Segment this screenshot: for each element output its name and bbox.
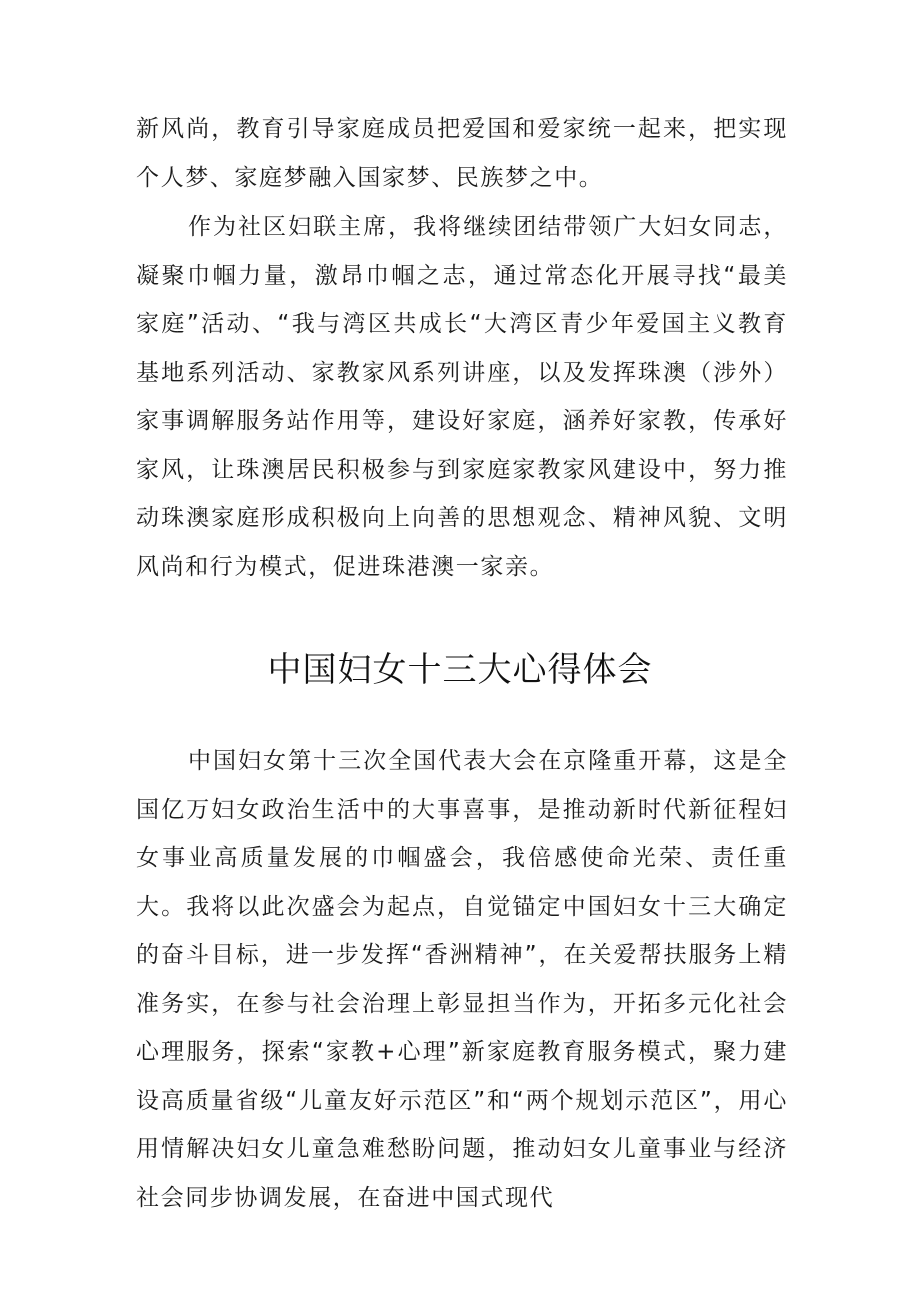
paragraph-congress-reflection: 中国妇女第十三次全国代表大会在京隆重开幕，这是全国亿万妇女政治生活中的大事喜事，是推动新时代新征程妇女事业高质量发展的巾帼盛会，我倍感使命光荣、责任重大。我将以此次盛会为起点，自觉锚定中国妇女十三大确定的奋斗目标，进一步发挥“香洲精神”，在关爱帮扶服务上精准务实，在参与社会治理上彰显担当作为，开拓多元化社会心理服务，探索“家教+心理”新家庭教育服务模式，聚力建设高质量省级“儿童友好示范区”和“两个规划示范区”，用心用情解决妇女儿童急难愁盼问题，推动妇女儿童事业与经济社会同步协调发展，在奋进中国式现代 [136,748,788,1211]
paragraph-continuation: 新风尚，教育引导家庭成员把爱国和爱家统一起来，把实现个人梦、家庭梦融入国家梦、民族梦之中。 [136,116,788,191]
section-title: 中国妇女十三大心得体会 [267,650,653,690]
paragraph-womens-federation-chair: 作为社区妇联主席，我将继续团结带领广大妇女同志，凝聚巾帼力量，激昂巾帼之志，通过常态化开展寻找“最美家庭”活动、“我与湾区共成长“大湾区青少年爱国主义教育基地系列活动、家教家风系列讲座，以及发挥珠澳（涉外）家事调解服务站作用等，建设好家庭，涵养好家教，传承好家风，让珠澳居民积极参与到家庭家教家风建设中，努力推动珠澳家庭形成积极向上向善的思想观念、精神风貌、文明风尚和行为模式，促进珠港澳一家亲。 [136,214,788,580]
